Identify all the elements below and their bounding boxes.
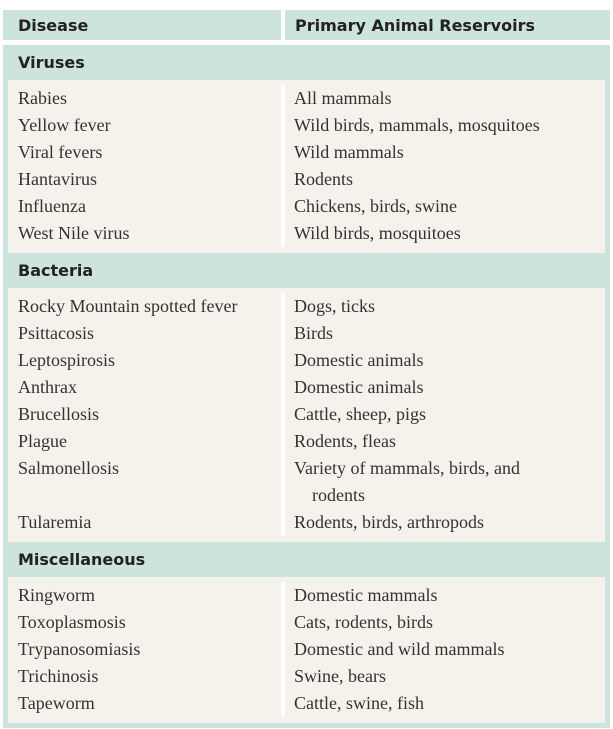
reservoir-text: Rodents — [294, 169, 354, 189]
disease-cell: Toxoplasmosis — [8, 609, 285, 636]
reservoir-text: Wild birds, mammals, mosquitoes — [294, 115, 540, 135]
reservoir-cell — [285, 663, 605, 690]
disease-cell: Tapeworm — [8, 690, 285, 717]
reservoir-cell — [285, 193, 605, 220]
reservoir-text: Birds — [294, 323, 334, 343]
reservoir-cell — [285, 690, 605, 717]
table-row — [8, 509, 605, 536]
table-row — [8, 112, 605, 139]
reservoir-text: All mammals — [294, 88, 392, 108]
reservoir-cell — [285, 582, 605, 609]
reservoir-text: Dogs, ticks — [294, 296, 375, 316]
reservoir-text: Wild mammals — [294, 142, 404, 162]
disease-cell: West Nile virus — [8, 220, 285, 247]
disease-cell: Psittacosis — [8, 320, 285, 347]
reservoir-cell — [285, 636, 605, 663]
header-disease: Disease — [8, 10, 285, 40]
reservoir-cell — [285, 220, 605, 247]
disease-cell: Ringworm — [8, 582, 285, 609]
table-row — [8, 663, 605, 690]
reservoir-cell — [285, 374, 605, 401]
disease-cell: Influenza — [8, 193, 285, 220]
table-row — [8, 374, 605, 401]
disease-cell: Leptospirosis — [8, 347, 285, 374]
reservoir-cell — [285, 85, 605, 112]
reservoir-cell — [285, 320, 605, 347]
table-row — [8, 428, 605, 455]
disease-cell: Rabies — [8, 85, 285, 112]
reservoir-cell — [285, 609, 605, 636]
section-body — [8, 577, 605, 723]
reservoir-text: Variety of mammals, birds, and — [294, 458, 520, 478]
section-body — [8, 288, 605, 542]
reservoir-cell — [285, 112, 605, 139]
table-row — [8, 690, 605, 717]
reservoir-text: Domestic and wild mammals — [294, 639, 505, 659]
table-row — [8, 401, 605, 428]
reservoir-text: Chickens, birds, swine — [294, 196, 457, 216]
reservoir-cell — [285, 401, 605, 428]
disease-cell: Rocky Mountain spotted fever — [8, 293, 285, 320]
reservoir-cell — [285, 509, 605, 536]
disease-cell: Salmonellosis — [8, 455, 285, 509]
disease-cell: Plague — [8, 428, 285, 455]
header-reservoirs: Primary Animal Reservoirs — [295, 15, 535, 35]
table-row — [8, 85, 605, 112]
table-header — [8, 10, 605, 40]
disease-cell: Viral fevers — [8, 139, 285, 166]
table-row — [8, 293, 605, 320]
section-heading: Miscellaneous — [18, 550, 146, 569]
disease-cell: Trichinosis — [8, 663, 285, 690]
reservoir-cell — [285, 347, 605, 374]
reservoir-text: Domestic animals — [294, 377, 424, 397]
disease-cell: Brucellosis — [8, 401, 285, 428]
table-row — [8, 139, 605, 166]
reservoir-text: Cattle, swine, fish — [294, 693, 424, 713]
table-row — [8, 455, 605, 509]
table-row — [8, 609, 605, 636]
table-row — [8, 347, 605, 374]
reservoir-text: Domestic mammals — [294, 585, 438, 605]
reservoir-text: Swine, bears — [294, 666, 386, 686]
reservoir-text: Wild birds, mosquitoes — [294, 223, 461, 243]
disease-cell: Anthrax — [8, 374, 285, 401]
reservoir-table — [3, 10, 610, 728]
reservoir-cell — [285, 139, 605, 166]
table-row — [8, 582, 605, 609]
table-row — [8, 166, 605, 193]
section-body — [8, 80, 605, 253]
disease-cell: Tularemia — [8, 509, 285, 536]
disease-cell: Trypanosomiasis — [8, 636, 285, 663]
reservoir-text-continued: rodents — [312, 485, 365, 505]
reservoir-cell — [285, 455, 605, 509]
reservoir-text: Rodents, fleas — [294, 431, 396, 451]
table-row — [8, 193, 605, 220]
reservoir-text: Rodents, birds, arthropods — [294, 512, 484, 532]
reservoir-cell — [285, 428, 605, 455]
disease-cell: Hantavirus — [8, 166, 285, 193]
section-heading: Bacteria — [18, 261, 94, 280]
table-row — [8, 320, 605, 347]
table-row — [8, 220, 605, 247]
reservoir-cell — [285, 293, 605, 320]
reservoir-cell — [285, 166, 605, 193]
reservoir-text: Domestic animals — [294, 350, 424, 370]
section-heading: Viruses — [18, 53, 85, 72]
reservoir-text: Cattle, sheep, pigs — [294, 404, 426, 424]
reservoir-text: Cats, rodents, birds — [294, 612, 433, 632]
table-row — [8, 636, 605, 663]
disease-cell: Yellow fever — [8, 112, 285, 139]
